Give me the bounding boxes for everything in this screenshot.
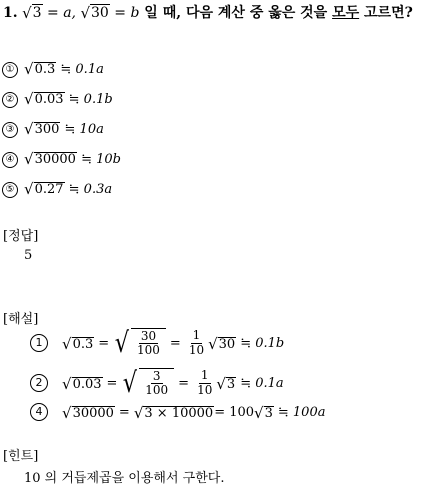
choice-3: ③ √300 ≒ 10a: [2, 119, 104, 138]
hint-text: 10 의 거듭제곱을 이용해서 구한다.: [24, 471, 225, 486]
question-number: 1.: [3, 5, 18, 21]
choice-4: ④ √30000 ≒ 10b: [2, 149, 121, 168]
underlined-word: 모두: [332, 5, 360, 21]
explanation-label: [해설]: [3, 312, 39, 327]
choice-2: ② √0.03 ≒ 0.1b: [2, 89, 113, 108]
choice-5: ⑤ √0.27 ≒ 0.3a: [2, 179, 112, 198]
question-text: 1. √3 = a, √30 = b 일 때, 다음 계산 중 옳은 것을 모두 고르면?: [3, 4, 413, 22]
sqrt-30: √30: [80, 4, 109, 22]
choice-1: ① √0.3 ≒ 0.1a: [2, 59, 104, 78]
sqrt-3: √3: [22, 4, 42, 22]
hint-label: [힌트]: [3, 449, 39, 464]
explanation-line-3: 4 √30000 = √3 × 10000 = 100 √3 ≒ 100a: [24, 403, 325, 422]
explanation-line-2: 2 √0.03 = √ $\frac{3}{100}$ = $\frac{1}{10}$ √3 ≒ 0.1a: [24, 368, 284, 398]
answer-label: [정답]: [3, 229, 39, 244]
explanation-line-1: 1 √0.3 = √ $\frac{30}{100}$ = $\frac{1}{10}$ √30 ≒ 0.1b: [24, 328, 284, 358]
answer-value: 5: [24, 248, 33, 263]
